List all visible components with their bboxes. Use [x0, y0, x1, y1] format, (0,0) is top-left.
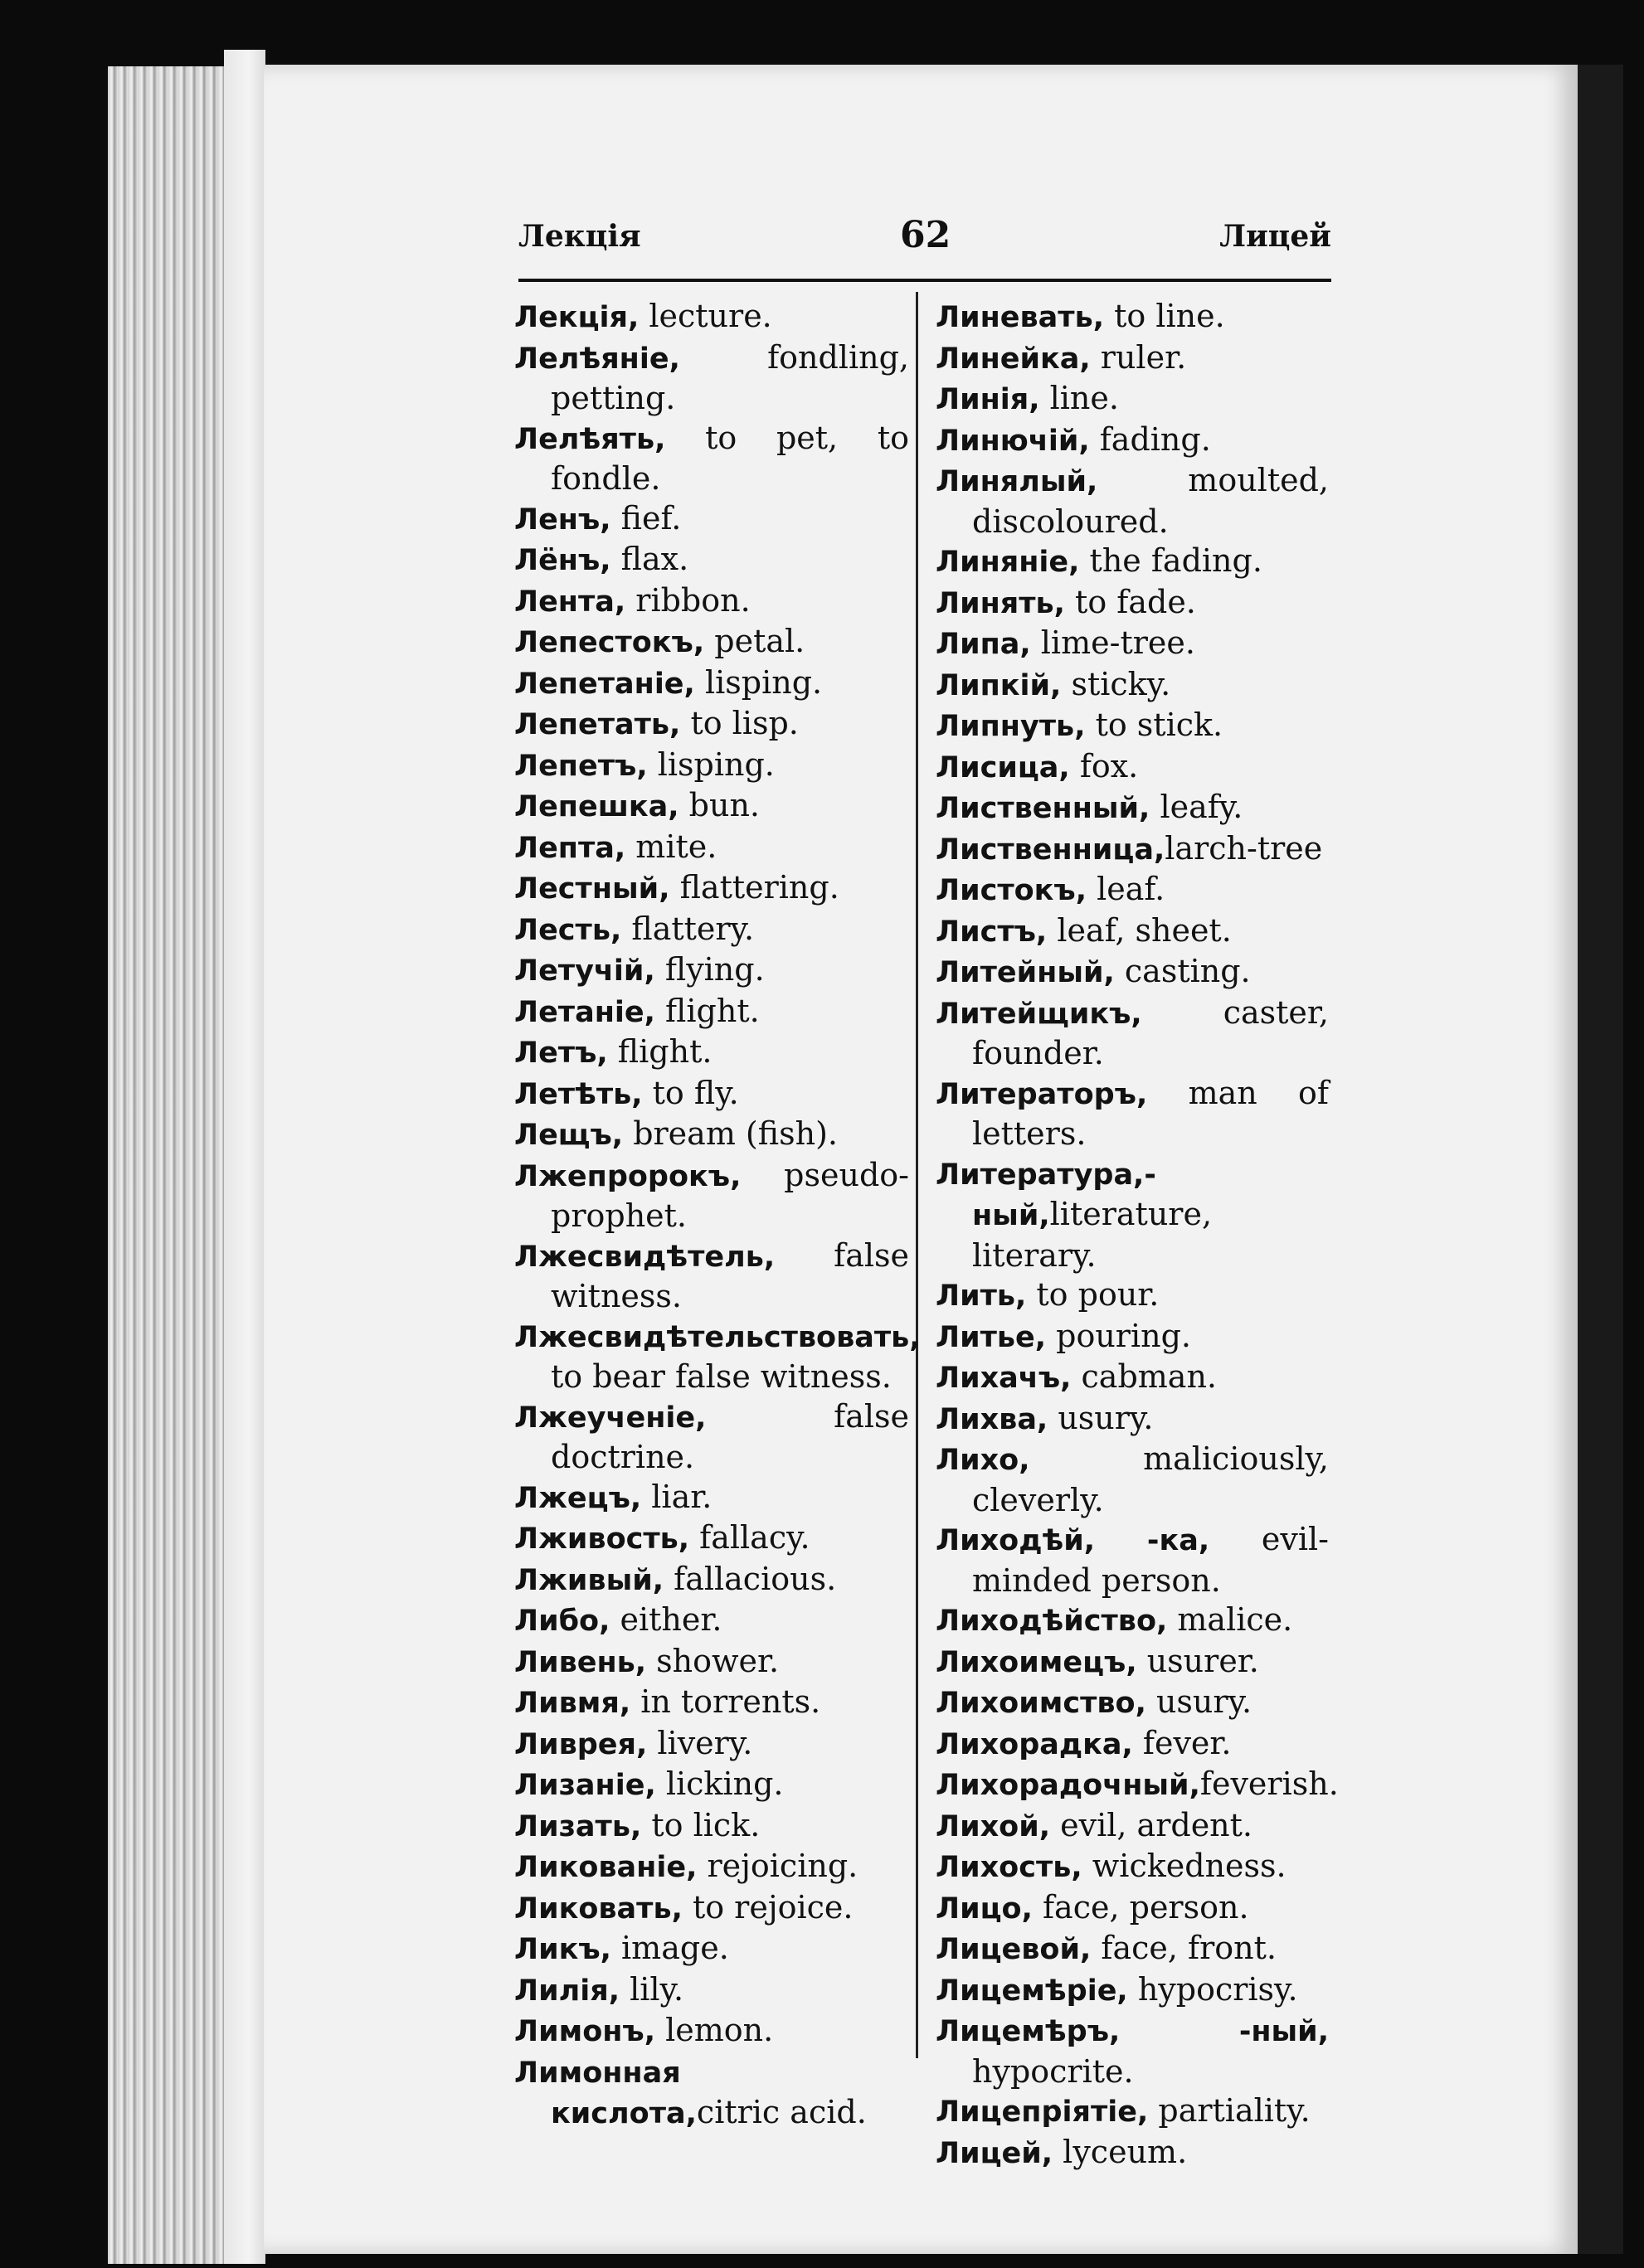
headword: Линючій, [936, 424, 1090, 458]
translation: fief. [610, 499, 682, 537]
headword: Лизаніе, [514, 1769, 656, 1802]
headword: Липкій, [936, 668, 1062, 702]
dictionary-entry [514, 1929, 909, 1970]
dictionary-entry [514, 950, 909, 992]
dictionary-entry [514, 581, 909, 623]
headword: Ливень, [514, 1645, 647, 1679]
headword: Лихва, [936, 1402, 1048, 1436]
headword: Лицевой, [936, 1933, 1092, 1966]
dictionary-entry [514, 786, 909, 828]
headword: Лицемѣръ, -ный, [936, 2015, 1329, 2048]
headword: Листокъ, [936, 874, 1087, 907]
translation: usurer. [1136, 1642, 1259, 1679]
dictionary-entry [514, 1642, 909, 1683]
dictionary-entry [514, 1600, 909, 1642]
dictionary-entry [514, 1317, 921, 1397]
dictionary-entry [936, 461, 1329, 542]
dictionary-entry [514, 663, 909, 705]
dictionary-entry [936, 1806, 1329, 1848]
headword: Лесть, [514, 913, 622, 947]
headword: Лихой, [936, 1809, 1051, 1843]
headword: Листъ, [936, 915, 1048, 949]
translation: liar. [641, 1478, 713, 1515]
headword: Литейщикъ, [936, 997, 1142, 1031]
headword: Линяніе, [936, 546, 1080, 579]
translation: lisping. [694, 663, 823, 701]
translation: bream (fish). [623, 1115, 838, 1152]
column-divider [916, 292, 918, 2058]
translation: licking. [655, 1765, 784, 1802]
headword: Лжецъ, [514, 1481, 642, 1515]
dictionary-entry [936, 583, 1329, 624]
right-column [936, 297, 1339, 2173]
dictionary-entry [514, 1032, 909, 1074]
headword: Лилія, [514, 1974, 620, 2008]
translation: evil, ardent. [1050, 1806, 1253, 1843]
headword: Литье, [936, 1320, 1047, 1354]
dictionary-entry [514, 704, 909, 745]
dictionary-entry [936, 1600, 1329, 1642]
headword: Лжесвидѣтель, [514, 1240, 776, 1274]
dictionary-entry [936, 1970, 1329, 2012]
translation: lime-tree. [1030, 624, 1195, 661]
translation: hypocrisy. [1127, 1970, 1298, 2008]
translation: either. [610, 1601, 722, 1638]
header-last-word: Лицей [1219, 219, 1331, 254]
translation: face, front. [1091, 1930, 1277, 1966]
translation: flight. [654, 992, 760, 1029]
dictionary-entry [936, 1724, 1329, 1765]
translation: to line. [1104, 298, 1225, 334]
dictionary-entry [514, 1236, 909, 1317]
dictionary-entry [514, 1970, 909, 2012]
dictionary-entry [936, 747, 1329, 789]
translation: casting. [1114, 953, 1251, 989]
book-binding-edge [224, 50, 265, 2264]
header-first-word: Лекція [518, 219, 641, 254]
dictionary-entry [514, 1765, 909, 1806]
translation: usury. [1145, 1683, 1252, 1720]
dictionary-entry [514, 745, 909, 787]
headword: Линія, [936, 383, 1040, 416]
dictionary-entry [936, 1154, 1329, 1276]
translation: image. [610, 1930, 729, 1966]
dictionary-entry [514, 622, 909, 663]
headword: Лжепророкъ, [514, 1159, 742, 1193]
translation: fox. [1069, 747, 1139, 784]
headword: Лить, [936, 1280, 1027, 1313]
dictionary-entry [514, 1074, 909, 1115]
dictionary-entry [936, 1357, 1329, 1399]
dictionary-entry [514, 2011, 909, 2052]
headword: Лихость, [936, 1851, 1082, 1884]
dictionary-entry [514, 1397, 909, 1478]
translation: fever. [1132, 1724, 1232, 1761]
headword: Лихорадочный, [936, 1769, 1200, 1802]
dictionary-entry [936, 1399, 1329, 1440]
headword: Ликовать, [514, 1892, 683, 1926]
dictionary-entry [514, 1847, 909, 1888]
left-column [514, 297, 921, 2134]
translation: fondling, petting. [551, 338, 909, 416]
dictionary-entry [936, 542, 1329, 583]
headword: Лисица, [936, 750, 1070, 784]
headword: Лещъ, [514, 1119, 624, 1152]
dictionary-entry [514, 338, 909, 419]
dictionary-entry [514, 828, 909, 869]
dictionary-entry [936, 1642, 1329, 1683]
dictionary-entry [514, 540, 909, 581]
headword: Лелѣяніе, [514, 342, 680, 376]
headword: Лживость, [514, 1523, 690, 1556]
headword: Лихорадка, [936, 1727, 1133, 1761]
dictionary-entry [514, 419, 909, 499]
translation: cabman. [1071, 1358, 1218, 1395]
headword: Либо, [514, 1605, 610, 1638]
headword: Липа, [936, 628, 1031, 661]
translation: moulted, discoloured. [972, 462, 1329, 540]
dictionary-entry [936, 1074, 1329, 1154]
dictionary-entry [936, 1440, 1329, 1520]
translation: bun. [679, 787, 761, 823]
headword: Лиственница, [936, 833, 1165, 867]
translation: line. [1039, 380, 1119, 416]
translation: lemon. [655, 2012, 774, 2048]
headword: Лихоимецъ, [936, 1645, 1137, 1679]
translation: to fly. [642, 1074, 739, 1111]
dictionary-entry [514, 499, 909, 541]
headword: Лимонъ, [514, 2015, 656, 2048]
headword: Литейный, [936, 956, 1115, 989]
dictionary-entry [936, 911, 1329, 953]
dictionary-entry [514, 2052, 909, 2134]
headword: Линялый, [936, 465, 1098, 498]
dictionary-entry [514, 1560, 909, 1601]
headword: Лживый, [514, 1563, 664, 1597]
dictionary-entry [514, 297, 909, 338]
dictionary-entry [936, 1317, 1329, 1358]
translation: man of letters. [972, 1074, 1329, 1152]
headword: Лжесвидѣтельствовать, [514, 1320, 921, 1354]
headword: Линевать, [936, 301, 1104, 334]
dictionary-entry [514, 992, 909, 1033]
translation: leaf, sheet. [1047, 911, 1232, 949]
translation: the fading. [1079, 542, 1262, 579]
dictionary-entry [514, 1518, 909, 1560]
translation: fallacious. [664, 1560, 837, 1597]
translation: leaf. [1087, 871, 1165, 907]
headword: Лжеученіе, [514, 1401, 707, 1435]
translation: pouring. [1046, 1317, 1191, 1354]
translation: lyceum. [1053, 2133, 1188, 2170]
dictionary-entry [936, 1888, 1329, 1930]
headword: Летаніе, [514, 995, 655, 1029]
dictionary-entry [936, 1929, 1329, 1970]
headword: Летучій, [514, 954, 655, 988]
dictionary-entry [514, 1478, 909, 1519]
translation: hypocrite. [972, 2052, 1134, 2090]
dictionary-entry [936, 952, 1329, 993]
translation: lisping. [647, 745, 775, 783]
translation: larch-tree [1165, 829, 1323, 867]
headword: Летѣть, [514, 1077, 643, 1111]
headword: Лепетаніе, [514, 667, 695, 701]
translation: flattery. [621, 910, 755, 947]
dictionary-entry [936, 420, 1329, 462]
headword: Линять, [936, 586, 1065, 620]
translation: pseudo-prophet. [551, 1156, 909, 1234]
headword: Лицей, [936, 2136, 1053, 2170]
translation: to pour. [1026, 1276, 1160, 1313]
dictionary-entry [936, 297, 1329, 338]
dictionary-page [264, 65, 1578, 2254]
headword: Липнуть, [936, 710, 1086, 743]
dictionary-entry [936, 1847, 1329, 1888]
dictionary-entry [514, 1156, 909, 1236]
headword: Лиходѣйство, [936, 1605, 1168, 1638]
translation: to rejoice. [682, 1888, 854, 1926]
headword: Литераторъ, [936, 1077, 1148, 1111]
translation: caster, founder. [972, 993, 1329, 1071]
headword: Лицемѣріе, [936, 1974, 1128, 2008]
dictionary-entry [936, 2091, 1329, 2133]
headword: Лепта, [514, 831, 626, 865]
headword: Ликъ, [514, 1933, 611, 1966]
translation: partiality. [1148, 2092, 1311, 2129]
translation: ribbon. [625, 581, 751, 619]
translation: wickedness. [1082, 1848, 1287, 1884]
page-number: 62 [900, 214, 951, 256]
translation: lily. [620, 1970, 684, 2008]
dictionary-entry [936, 1520, 1329, 1600]
translation: usury. [1048, 1399, 1154, 1436]
translation: feverish. [1199, 1765, 1339, 1802]
dictionary-entry [936, 379, 1329, 420]
translation: to stick. [1085, 707, 1223, 743]
headword: Ленъ, [514, 503, 611, 537]
headword: Лицо, [936, 1892, 1033, 1926]
dictionary-entry [936, 993, 1329, 1074]
headword: Лелѣять, [514, 422, 666, 456]
translation: to fade. [1064, 583, 1196, 620]
headword: Линейка, [936, 342, 1091, 376]
translation: to lisp. [680, 705, 799, 741]
translation: leafy. [1150, 789, 1243, 825]
translation: ruler. [1090, 338, 1187, 376]
translation: fading. [1089, 420, 1211, 458]
headword: Ливрея, [514, 1727, 648, 1761]
translation: to pet, to fondle. [551, 419, 909, 497]
translation: flight. [607, 1033, 713, 1070]
dictionary-entry [514, 1888, 909, 1930]
translation: malice. [1167, 1601, 1293, 1638]
dictionary-entry [514, 1724, 909, 1765]
headword: Лихоимство, [936, 1687, 1146, 1720]
dictionary-entry [936, 624, 1329, 665]
translation: petal. [704, 623, 805, 659]
headword: Лихачъ, [936, 1362, 1072, 1395]
translation: face, person. [1032, 1888, 1249, 1926]
translation: flattering. [669, 869, 839, 906]
dictionary-entry [936, 2133, 1329, 2174]
dictionary-entry [936, 665, 1329, 707]
dictionary-entry [936, 2011, 1329, 2091]
headword: Лицепріятіе, [936, 2096, 1149, 2129]
headword: Лепетъ, [514, 749, 648, 783]
dictionary-entry [936, 829, 1329, 871]
headword: Ликованіе, [514, 1851, 698, 1884]
translation: flying. [654, 951, 765, 988]
dictionary-entry [936, 706, 1329, 747]
headword: Лепетать, [514, 708, 681, 741]
translation: citric acid. [696, 2094, 867, 2130]
headword: Лестный, [514, 872, 670, 906]
translation: livery. [647, 1724, 753, 1761]
dictionary-entry [514, 1806, 909, 1848]
dictionary-entry [936, 870, 1329, 911]
translation: flax. [610, 541, 689, 577]
headword: Лизать, [514, 1809, 642, 1843]
translation: rejoicing. [697, 1848, 858, 1884]
translation: to bear false witness. [551, 1358, 892, 1395]
dictionary-entry [514, 868, 909, 910]
headword: Литература,-ный, [936, 1158, 1156, 1232]
translation: sticky. [1061, 665, 1171, 702]
translation: false doctrine. [551, 1397, 909, 1475]
headword: Лепешка, [514, 790, 679, 823]
translation: evil-minded person. [972, 1521, 1329, 1599]
headword: Лиходѣй, -ка, [936, 1524, 1210, 1557]
headword: Лиственный, [936, 792, 1150, 825]
dictionary-entry [936, 1683, 1329, 1724]
translation: shower. [646, 1642, 780, 1679]
dictionary-entry [936, 788, 1329, 829]
dictionary-entry [936, 1765, 1339, 1806]
headword: Лента, [514, 585, 626, 619]
translation: fallacy. [689, 1519, 810, 1556]
translation: in torrents. [630, 1683, 821, 1720]
translation: literature, literary. [972, 1196, 1213, 1274]
dictionary-entry [514, 1115, 909, 1156]
headword: Лихо, [936, 1444, 1030, 1477]
translation: to lick. [641, 1806, 761, 1843]
running-header [518, 214, 1331, 272]
translation: maliciously, cleverly. [972, 1440, 1329, 1518]
headword: Лёнъ, [514, 544, 611, 577]
book-right-shadow [1578, 65, 1623, 2254]
translation: lecture. [639, 298, 772, 334]
header-rule [518, 279, 1331, 282]
headword: Лекція, [514, 301, 640, 334]
headword: Лепестокъ, [514, 626, 705, 659]
headword: Летъ, [514, 1037, 608, 1070]
headword: Лимонная кислота, [514, 2056, 697, 2130]
dictionary-entry [514, 1683, 909, 1724]
translation: false witness. [551, 1236, 909, 1314]
translation: mite. [625, 828, 717, 865]
dictionary-entry [936, 1275, 1329, 1317]
dictionary-entry [936, 338, 1329, 380]
dictionary-entry [514, 910, 909, 951]
headword: Ливмя, [514, 1687, 631, 1720]
